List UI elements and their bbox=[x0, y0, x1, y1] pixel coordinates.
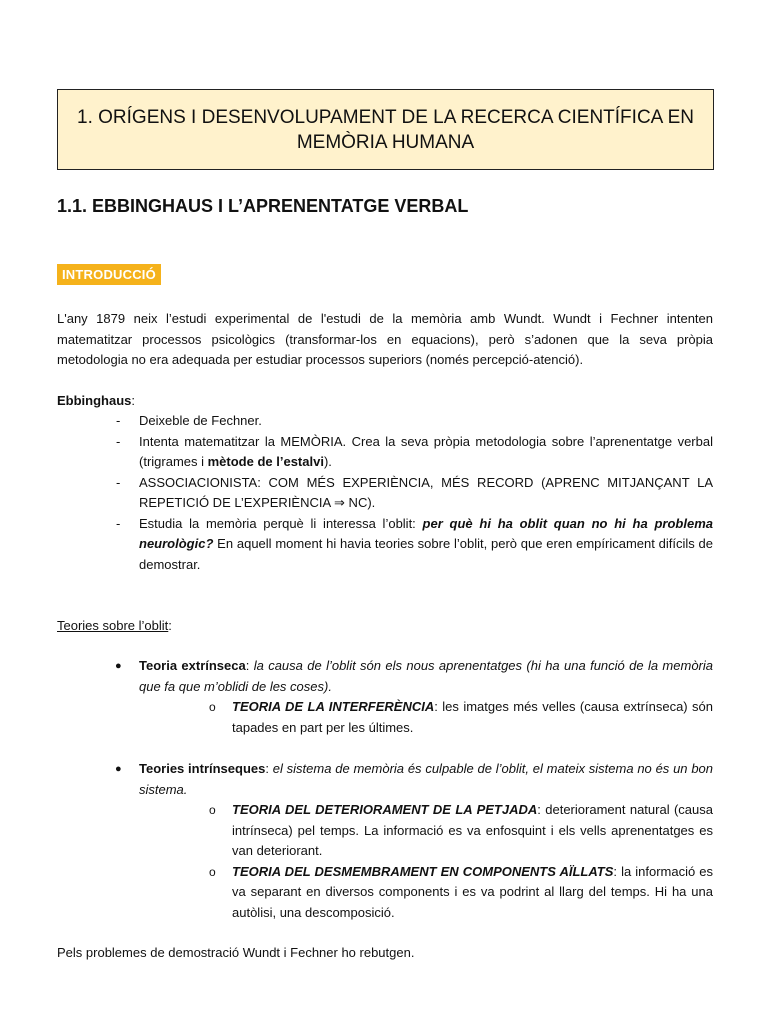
list-item bbox=[57, 697, 713, 738]
sub-theory-name: TEORIA DE LA INTERFERÈNCIA bbox=[232, 699, 435, 714]
list-item-text: ). bbox=[323, 454, 332, 469]
bullet-marker: ● bbox=[115, 660, 122, 672]
sub-theory-name: TEORIA DEL DESMEMBRAMENT EN COMPONENTS AÏLLATS bbox=[232, 863, 614, 879]
intro-paragraph: L'any 1879 neix l’estudi experimental de l'estudi de la memòria amb Wundt. Wundt i Fechner intenten matematitzar processos psicològics (transformar-los en equacions), però s’adonen que la seva pròpia metodologia no era adequada per estudiar processos superiors (només percepció-atenció). bbox=[57, 311, 713, 367]
theory-name: Teories intrínseques bbox=[139, 761, 266, 776]
sub-bullet-marker: o bbox=[209, 803, 216, 817]
list-item-text: ASSOCIACIONISTA: COM MÉS EXPERIÈNCIA, MÉS RECORD (APRENC MITJANÇANT LA REPETICIÓ DE L’EXPERIÈNCIA ⇒ NC). bbox=[139, 474, 713, 510]
theory-desc: la causa de l’oblit són els nous aprenentatges (hi ha una funció de la memòria que fa que m’oblidi de les coses). bbox=[139, 658, 713, 694]
chapter-title: 1. ORÍGENS I DESENVOLUPAMENT DE LA RECERCA CIENTÍFICA EN MEMÒRIA HUMANA bbox=[77, 106, 694, 153]
intrinsic-theory-list bbox=[57, 759, 713, 923]
list-item-text: Deixeble de Fechner. bbox=[139, 413, 262, 428]
sub-bullet-marker: o bbox=[209, 700, 216, 714]
theories-heading: Teories sobre l’oblit bbox=[57, 618, 169, 633]
intro-badge: INTRODUCCIÓ bbox=[57, 264, 161, 285]
theory-desc: el sistema de memòria és culpable de l’oblit, el mateix sistema no és un bon sistema. bbox=[139, 761, 714, 797]
sub-theory-name: TEORIA DEL DETERIORAMENT DE LA PETJADA bbox=[232, 802, 538, 817]
list-item-bold: mètode de l’estalvi bbox=[207, 454, 324, 469]
ebbinghaus-colon: : bbox=[131, 393, 136, 408]
list-item-question: per què hi ha oblit quan no hi ha problema neurològic? bbox=[139, 515, 713, 551]
ebbinghaus-list bbox=[57, 411, 713, 575]
theories-colon: : bbox=[168, 618, 172, 633]
list-item bbox=[57, 514, 713, 576]
sub-theory-desc: : les imatges més velles (causa extrínseca) són tapades en part per les últimes. bbox=[232, 699, 714, 735]
list-item-text: Estudia la memòria perquè li interessa l’oblit: bbox=[139, 515, 423, 531]
sub-theory-desc: : deteriorament natural (causa intrínseca) pel temps. La informació es va enfosquint i els vells aprenentatges es van deteriorant. bbox=[232, 802, 713, 858]
theory-sep: : bbox=[245, 658, 254, 673]
list-item bbox=[57, 759, 713, 800]
list-item bbox=[57, 862, 713, 924]
sub-theory-desc: : la informació es va separant en diversos components i es va podrint al llarg del temps. Hi ha una autòlisi, una descomposició. bbox=[232, 863, 714, 920]
list-item bbox=[57, 411, 713, 432]
list-item-text: Intenta matematitzar la MEMÒRIA. Crea la seva pròpia metodologia sobre l’aprenentatge verbal (trigrames i bbox=[139, 433, 713, 469]
dash-marker: - bbox=[116, 433, 121, 449]
list-item bbox=[57, 473, 713, 514]
theory-name: Teoria extrínseca bbox=[139, 658, 246, 673]
list-item-text: En aquell moment hi havia teories sobre l’oblit, però que eren empíricament difícils de demostrar. bbox=[139, 536, 713, 572]
dash-marker: - bbox=[116, 474, 121, 490]
dash-marker: - bbox=[116, 413, 121, 428]
theory-sep: : bbox=[265, 761, 273, 776]
bullet-marker: ● bbox=[115, 763, 122, 775]
ebbinghaus-label: Ebbinghaus bbox=[57, 393, 132, 408]
section-title: 1.1. EBBINGHAUS I L’APRENENTATGE VERBAL bbox=[57, 196, 469, 216]
list-item bbox=[57, 800, 713, 862]
list-item bbox=[57, 432, 713, 473]
extrinsic-theory-list bbox=[57, 656, 713, 738]
list-item bbox=[57, 656, 713, 697]
dash-marker: - bbox=[116, 515, 121, 531]
chapter-title-box bbox=[57, 89, 714, 170]
sub-bullet-marker: o bbox=[209, 864, 216, 879]
conclusion-paragraph: Pels problemes de demostració Wundt i Fechner ho rebutgen. bbox=[57, 945, 415, 960]
ebbinghaus-label-line bbox=[57, 391, 713, 412]
theories-heading-line bbox=[57, 616, 713, 637]
